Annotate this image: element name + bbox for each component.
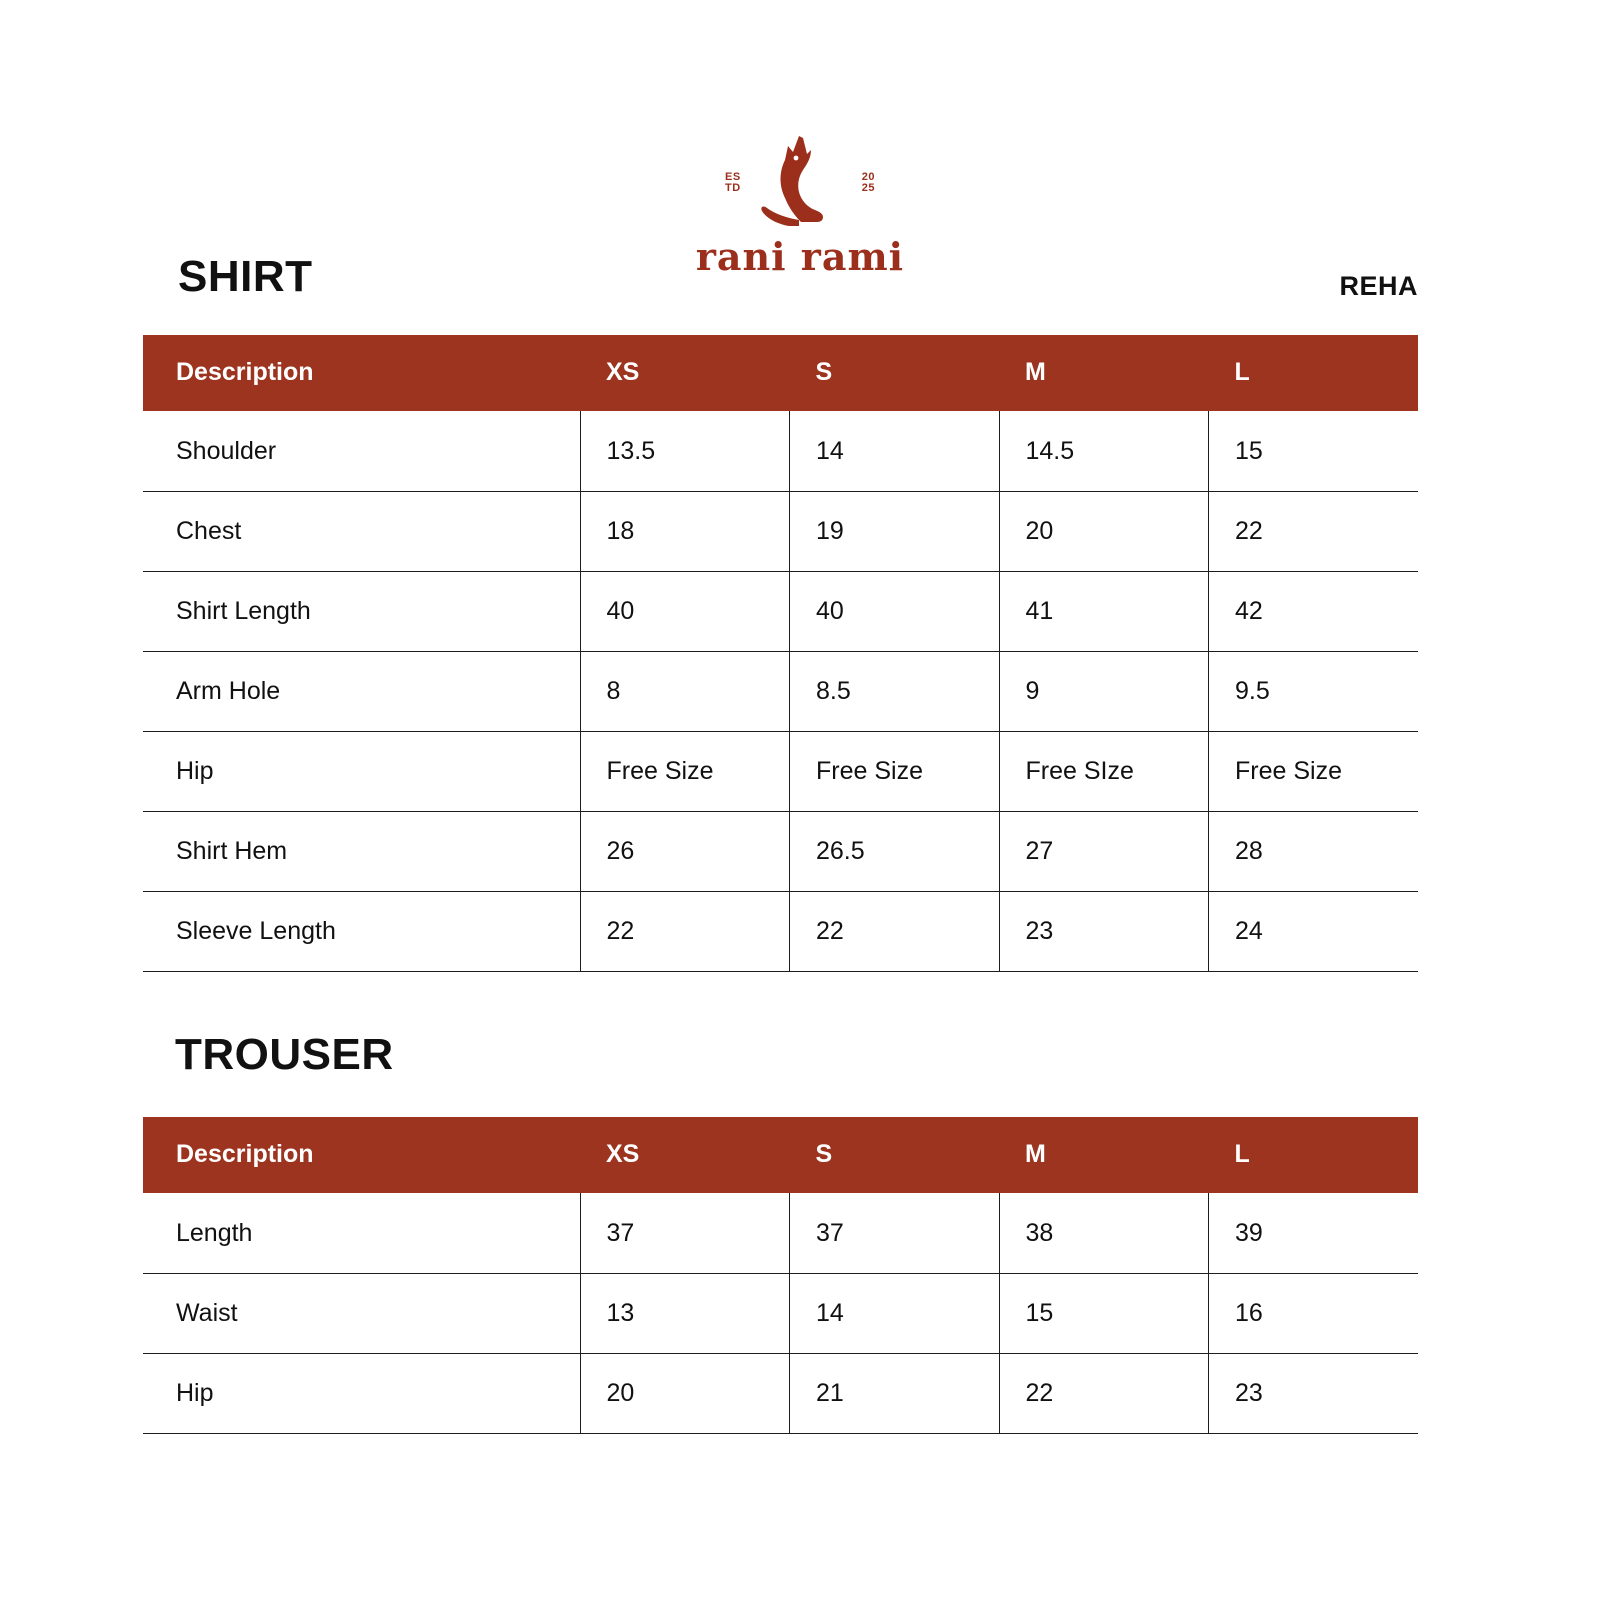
cell-l: Free Size xyxy=(1209,731,1419,811)
trouser-section-title: TROUSER xyxy=(175,1030,394,1079)
shirt-col-description: Description xyxy=(143,335,580,411)
shirt-col-s: S xyxy=(790,335,1000,411)
cell-s: 37 xyxy=(790,1193,1000,1273)
cell-l: 24 xyxy=(1209,891,1419,971)
shirt-section-title: SHIRT xyxy=(178,252,313,301)
cell-xs: 26 xyxy=(580,811,790,891)
row-label: Length xyxy=(143,1193,580,1273)
cell-xs: 20 xyxy=(580,1353,790,1433)
table-row xyxy=(143,651,1418,731)
style-code: REHA xyxy=(1339,271,1418,301)
established-label xyxy=(725,172,741,194)
cell-xs: Free Size xyxy=(580,731,790,811)
table-row xyxy=(143,411,1418,491)
cell-s: 14 xyxy=(790,1273,1000,1353)
cell-l: 22 xyxy=(1209,491,1419,571)
trouser-col-description: Description xyxy=(143,1117,580,1193)
cell-m: 20 xyxy=(999,491,1209,571)
cell-m: 22 xyxy=(999,1353,1209,1433)
cell-xs: 8 xyxy=(580,651,790,731)
shirt-table-header-row xyxy=(143,335,1418,411)
cell-s: Free Size xyxy=(790,731,1000,811)
brand-mark xyxy=(685,130,915,240)
row-label: Shoulder xyxy=(143,411,580,491)
row-label: Hip xyxy=(143,731,580,811)
cell-s: 21 xyxy=(790,1353,1000,1433)
cell-s: 22 xyxy=(790,891,1000,971)
cell-l: 16 xyxy=(1209,1273,1419,1353)
cell-m: 27 xyxy=(999,811,1209,891)
trouser-col-xs: XS xyxy=(580,1117,790,1193)
row-label: Shirt Length xyxy=(143,571,580,651)
row-label: Hip xyxy=(143,1353,580,1433)
cell-xs: 22 xyxy=(580,891,790,971)
row-label: Sleeve Length xyxy=(143,891,580,971)
cell-l: 42 xyxy=(1209,571,1419,651)
cell-m: 15 xyxy=(999,1273,1209,1353)
table-row xyxy=(143,731,1418,811)
cell-s: 26.5 xyxy=(790,811,1000,891)
trouser-table-header-row xyxy=(143,1117,1418,1193)
row-label: Chest xyxy=(143,491,580,571)
trouser-size-table xyxy=(143,1117,1418,1434)
established-bottom: TD xyxy=(725,182,741,194)
cell-m: 9 xyxy=(999,651,1209,731)
cell-m: 41 xyxy=(999,571,1209,651)
cell-s: 8.5 xyxy=(790,651,1000,731)
cell-s: 40 xyxy=(790,571,1000,651)
established-year xyxy=(862,172,875,194)
table-row xyxy=(143,891,1418,971)
shirt-col-xs: XS xyxy=(580,335,790,411)
cell-s: 14 xyxy=(790,411,1000,491)
trouser-col-l: L xyxy=(1209,1117,1419,1193)
shirt-title-row xyxy=(178,252,1418,302)
brand-name: rani rami xyxy=(695,234,905,279)
shirt-size-table xyxy=(143,335,1418,972)
cell-m: 14.5 xyxy=(999,411,1209,491)
cell-m: Free SIze xyxy=(999,731,1209,811)
table-row xyxy=(143,1193,1418,1273)
cell-m: 38 xyxy=(999,1193,1209,1273)
table-row xyxy=(143,1353,1418,1433)
row-label: Shirt Hem xyxy=(143,811,580,891)
cell-l: 23 xyxy=(1209,1353,1419,1433)
table-row xyxy=(143,811,1418,891)
shirt-col-m: M xyxy=(999,335,1209,411)
cell-l: 9.5 xyxy=(1209,651,1419,731)
trouser-col-s: S xyxy=(790,1117,1000,1193)
cell-xs: 18 xyxy=(580,491,790,571)
established-year-bottom: 25 xyxy=(861,182,875,194)
cell-xs: 40 xyxy=(580,571,790,651)
shirt-col-l: L xyxy=(1209,335,1419,411)
row-label: Waist xyxy=(143,1273,580,1353)
established-top: ES xyxy=(725,171,741,183)
cat-logo-icon xyxy=(755,130,845,240)
cell-l: 39 xyxy=(1209,1193,1419,1273)
cell-xs: 13 xyxy=(580,1273,790,1353)
table-row xyxy=(143,571,1418,651)
table-row xyxy=(143,491,1418,571)
cell-s: 19 xyxy=(790,491,1000,571)
trouser-col-m: M xyxy=(999,1117,1209,1193)
cell-xs: 13.5 xyxy=(580,411,790,491)
cell-xs: 37 xyxy=(580,1193,790,1273)
established-year-top: 20 xyxy=(861,171,875,183)
row-label: Arm Hole xyxy=(143,651,580,731)
cell-l: 28 xyxy=(1209,811,1419,891)
table-row xyxy=(143,1273,1418,1353)
cell-m: 23 xyxy=(999,891,1209,971)
cell-l: 15 xyxy=(1209,411,1419,491)
